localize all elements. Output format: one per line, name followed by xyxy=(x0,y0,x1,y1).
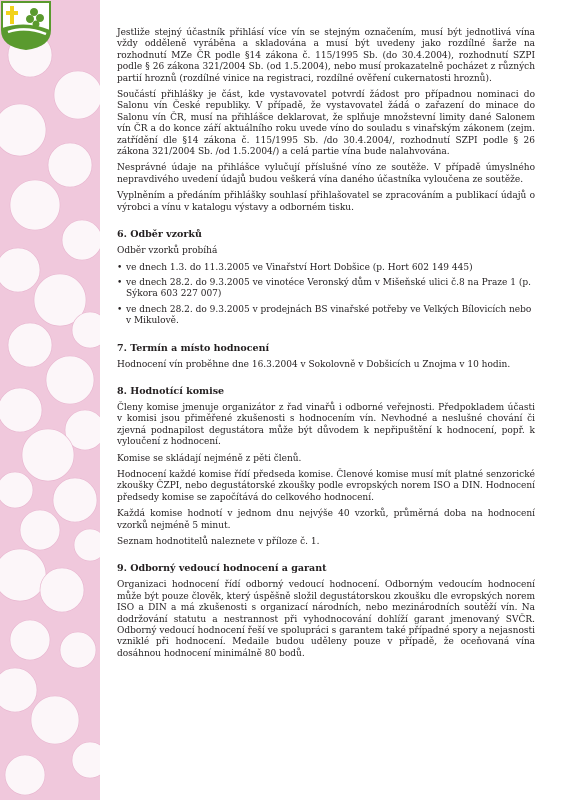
document-body xyxy=(117,28,535,665)
section-sample-collection xyxy=(117,229,535,327)
list-item: • ve dnech 28.2. do 9.3.2005 v prodejnách BS vinařské potřeby ve Velkých Bílovicích nebo v Mikulově. xyxy=(117,305,535,328)
section-6-lead: Odběr vzorků probíhá xyxy=(117,246,218,257)
section-6-heading: 6. Odběr vzorků xyxy=(117,229,202,241)
intro-section xyxy=(117,28,535,214)
section-committee xyxy=(117,386,535,548)
intro-paragraph-1: Jestliže stejný účastník přihlásí více vín se stejným označením, musí být jednotlivá vína vždy odděleně vyráběna a skladována a musí být uvedeny jako rozdílné šarže na rozhodnutí MZe ČR podle §14 zákona č. 115/1995 Sb. (do 30.4.2004), rozhodnutí SZPI podle § 26 zákona 321/2004 Sb. (od 1.5.2004), nebo musí prokazatelně pocházet z různých partií hroznů (rozdílné vinice na registraci, rozdílné ověření cukernatosti hroznů). xyxy=(117,28,535,84)
section-8-paragraph-1: Členy komise jmenuje organizátor z řad vinařů i odborné veřejnosti. Předpokladem účasti v komisi jsou přiměřené zkušenosti s hodnocením vín. Nevhodné a neslušné chování či zjevná podnapilost degustátora může být důvodem k nepřipuštění k hodnocení, popř. k vyloučení z hodnocení. xyxy=(117,402,535,448)
section-evaluation-date xyxy=(117,343,535,371)
section-8-heading: 8. Hodnotící komise xyxy=(117,385,225,397)
section-7-heading: 7. Termín a místo hodnocení xyxy=(117,342,270,354)
intro-paragraph-3: Nesprávné údaje na přihlášce vylučují příslušné víno ze soutěže. V případě úmyslného nepravdivého uvedení údajů budou veškerá vína daného účastníka vyloučena ze soutěže. xyxy=(117,163,535,185)
list-item: • ve dnech 1.3. do 11.3.2005 ve Vinařství Hort Dobšice (p. Hort 602 149 445) xyxy=(117,263,535,274)
section-supervisor xyxy=(117,563,535,660)
section-9-paragraph-1: Organizaci hodnocení řídí odborný vedoucí hodnocení. Odborným vedoucím hodnocení může být pouze člověk, který úspěšně složil degustátorskou zkoušku dle evropských norem ISO a DIN a má zkušenosti s organizací národních, nebo mezinárodních soutěží vín. Na dodržování statutu a nestrannost při vyhodnocování dohlíží garant jmenovaný SVČR. Odborný vedoucí hodnocení řeší ve spolupráci s garantem také případné spory a nejasnosti vzniklé při hodnocení. Medaile budou uděleny pouze v případě, že oceňovaná vína dosáhnou hodnocení minimálně 80 bodů. xyxy=(117,580,535,659)
intro-paragraph-2: Součástí přihlášky je část, kde vystavovatel potvrdí žádost pro případnou nominaci do Salonu vín České republiky. V případě, že vystavovatel žádá o zařazení do minace do Salonu vín ČR, musí na přihlášce deklarovat, že splňuje množstevní limity dané Salonem vín ČR a do konce září aktuálního roku uvede víno do souladu s vinařským zákonem (zejm. zatřídění dle §14 zákona č. 115/1995 Sb. /do 30.4.2004/, rozhodnutí SZPI podle § 26 zákona 321/2004 Sb. /od 1.5.2004/) a celá partie vína bude nalahvována. xyxy=(117,90,535,158)
decorative-sidebar xyxy=(0,0,100,800)
section-7-paragraph-1: Hodnocení vín proběhne dne 16.3.2004 v Sokolovně v Dobšicích u Znojma v 10 hodin. xyxy=(117,359,511,370)
section-8-paragraph-5: Seznam hodnotitelů naleznete v příloze č. 1. xyxy=(117,537,320,547)
section-8-paragraph-3: Hodnocení každé komise řídí předseda komise. Členové komise musí mít platné senzorické zkoušky ČZPI, nebo degustátorské zkoušky podle evropských norem ISO a DIN. Hodnocení předsedy komise se započítává do celkového hodnocení. xyxy=(117,469,535,503)
section-8-paragraph-4: Každá komise hodnotí v jednom dnu nejvýše 40 vzorků, průměrná doba na hodnocení vzorků nejméně 5 minut. xyxy=(117,509,535,531)
grape-circles-decoration xyxy=(0,0,100,800)
section-9-heading: 9. Odborný vedoucí hodnocení a garant xyxy=(117,563,327,575)
sample-collection-list xyxy=(117,263,535,328)
intro-paragraph-4: Vyplněním a předáním přihlášky souhlasí přihlašovatel se zpracováním a publikací údajů o výrobci a vínu v katalogu výstavy a odborném tisku. xyxy=(117,191,535,213)
village-coat-of-arms-icon xyxy=(0,0,52,50)
list-item: • ve dnech 28.2. do 9.3.2005 ve vinotéce Veronský dům v Mišeňské ulici č.8 na Praze 1 (p. Sýkora 603 227 007) xyxy=(117,278,535,301)
section-8-paragraph-2: Komise se skládají nejméně z pěti členů. xyxy=(117,453,302,464)
